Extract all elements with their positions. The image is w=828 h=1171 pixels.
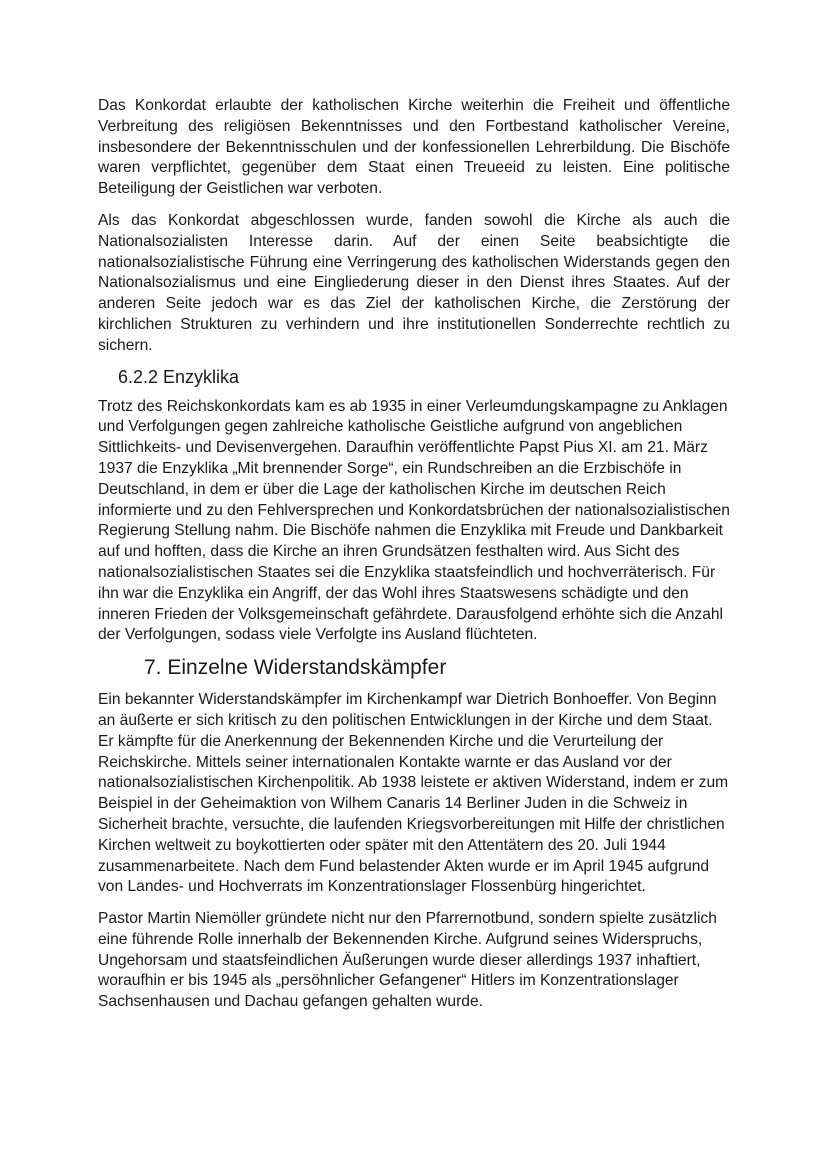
paragraph-niemoeller: Pastor Martin Niemöller gründete nicht nur den Pfarrernotbund, sondern spielte zusätzlich eine führende Rolle innerhalb der Bekennenden Kirche. Aufgrund seines Widerspruchs, Ungehorsam und staatsfeindlichen Äußerungen wurde dieser allerdings 1937 inhaftiert, woraufhin er bis 1945 als „persöhnlicher Gefangener“ Hitlers im Konzentrationslager Sachsenhausen und Dachau gefangen gehalten wurde. bbox=[98, 910, 717, 1011]
paragraph-bonhoeffer: Ein bekannter Widerstandskämpfer im Kirchenkampf war Dietrich Bonhoeffer. Von Beginn an äußerte er sich kritisch zu den politischen Entwicklungen in der Kirche und dem Staat. Er kämpfte für die Anerkennung der Bekennenden Kirche und die Verurteilung der Reichskirche. Mittels seiner internationalen Kontakte warnte er das Ausland vor der nationalsozialistischen Kirchenpolitik. Ab 1938 leistete er aktiven Widerstand, indem er zum Beispiel in der Geheimaktion von Wilhem Canaris 14 Berliner Juden in die Schweiz in Sicherheit brachte, versuchte, die laufenden Kriegsvorbereitungen mit Hilfe der christlichen Kirchen weltweit zu boykottierten oder später mit den Attentätern des 20. Juli 1944 zusammenarbeitete. Nach dem Fund belastender Akten wurde er im April 1945 aufgrund von Landes- und Hochverrats im Konzentrationslager Flossenbürg hingerichtet. bbox=[98, 691, 729, 896]
heading-widerstandskaempfer: 7. Einzelne Widerstandskämpfer bbox=[144, 656, 447, 680]
paragraph-konkordat-freiheiten: Das Konkordat erlaubte der katholischen Kirche weiterhin die Freiheit und öffentliche Verbreitung des religiösen Bekenntnisses und den Fortbestand katholischer Vereine, insbesondere der Bekenntnisschulen und der konfessionellen Lehrerbildung. Die Bischöfe waren verpflichtet, gegenüber dem Staat einen Treueeid zu leisten. Eine politische Beteiligung der Geistlichen war verboten. bbox=[98, 97, 730, 198]
paragraph-konkordat-interessen: Als das Konkordat abgeschlossen wurde, fanden sowohl die Kirche als auch die Nationalsozialisten Interesse darin. Auf der einen Seite beabsichtigte die nationalsozialistische Führung eine Verringerung des katholischen Widerstands gegen den Nationalsozialismus und eine Eingliederung dieser in den Dienst ihres Staates. Auf der anderen Seite jedoch war es das Ziel der katholischen Kirche, die Zerstörung der kirchlichen Strukturen zu verhindern und ihre institutionellen Sonderrechte rechtlich zu sichern. bbox=[98, 211, 730, 354]
paragraph-enzyklika: Trotz des Reichskonkordats kam es ab 1935 in einer Verleumdungskampagne zu Anklagen und Verfolgungen gegen zahlreiche katholische Geistliche aufgrund von angeblichen Sittlichkeits- und Devisenvergehen. Daraufhin veröffentlichte Papst Pius XI. am 21. März 1937 die Enzyklika „Mit brennender Sorge“, ein Rundschreiben an die Erzbischöfe in Deutschland, in dem er über die Lage der katholischen Kirche im deutschen Reich informierte und zu den Fehlversprechen und Konkordatsbrüchen der nationalsozialistischen Regierung Stellung nahm. Die Bischöfe nahmen die Enzyklika mit Freude und Dankbarkeit auf und hofften, dass die Kirche an ihren Grundsätzen festhalten wird. Aus Sicht des nationalsozialistischen Staates sei die Enzyklika staatsfeindlich und hochverräterisch. Für ihn war die Enzyklika ein Angriff, der das Wohl ihres Staatswesens schädigte und den inneren Frieden der Volksgemeinschaft gefährdete. Darausfolgend erhöhte sich die Anzahl der Verfolgungen, sodass viele Verfolgte ins Ausland flüchteten. bbox=[98, 397, 730, 644]
heading-enzyklika: 6.2.2 Enzyklika bbox=[118, 366, 240, 387]
document-page bbox=[98, 96, 730, 1013]
